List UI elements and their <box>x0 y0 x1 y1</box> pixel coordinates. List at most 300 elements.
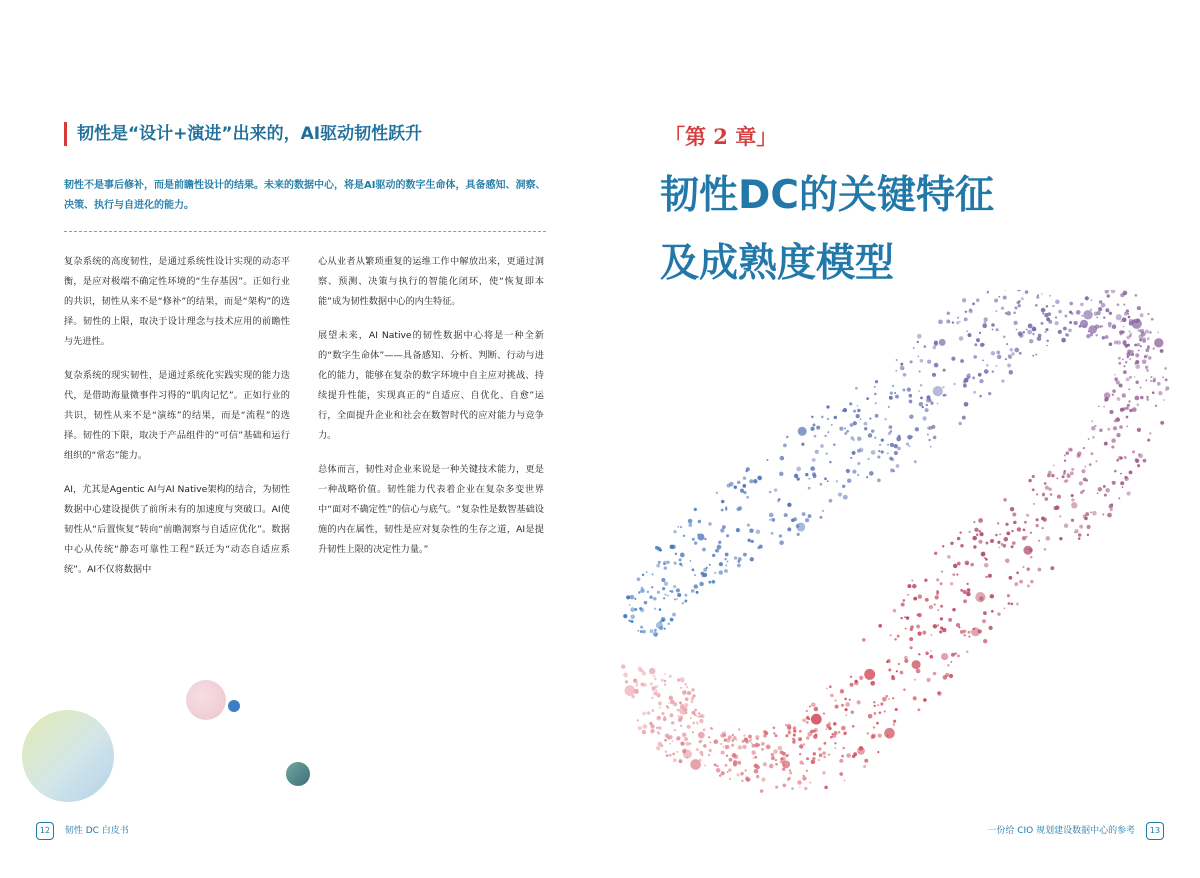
particle-dot <box>1142 359 1147 364</box>
particle-dot <box>671 721 674 724</box>
particle-dot <box>894 392 896 394</box>
particle-dot <box>747 523 750 526</box>
particle-dot <box>905 628 907 630</box>
particle-dot <box>734 754 739 759</box>
particle-dot <box>676 588 680 592</box>
particle-dot <box>1149 331 1151 333</box>
particle-dot <box>868 458 870 460</box>
particle-dot <box>1018 304 1021 307</box>
particle-dot <box>1035 304 1038 307</box>
particle-dot <box>709 749 712 752</box>
particle-dot <box>684 749 686 751</box>
particle-dot <box>703 744 707 748</box>
particle-dot <box>791 787 794 790</box>
particle-dot <box>1137 329 1140 332</box>
particle-dot <box>1148 356 1152 360</box>
particle-dot <box>1088 438 1090 440</box>
particle-dot <box>941 571 943 573</box>
particle-dot <box>931 634 933 636</box>
particle-dot <box>996 310 998 312</box>
particle-dot <box>1098 487 1103 492</box>
particle-dot <box>1126 352 1130 356</box>
particle-dot <box>1162 377 1164 379</box>
particle-dot <box>863 765 866 768</box>
particle-dot <box>1004 537 1009 542</box>
particle-dot <box>625 680 628 683</box>
particle-dot <box>827 431 829 433</box>
particle-dot <box>1149 432 1151 434</box>
particle-dot <box>870 681 875 686</box>
particle-dot <box>677 593 681 597</box>
particle-dot <box>1124 456 1127 459</box>
particle-dot <box>1027 568 1030 571</box>
particle-dot <box>1044 313 1048 317</box>
particle-dot <box>1045 328 1048 331</box>
particle-dot <box>957 562 961 566</box>
particle-dot <box>853 410 856 413</box>
particle-dot <box>834 416 837 419</box>
particle-dot <box>783 444 787 448</box>
particle-dot <box>663 597 665 599</box>
particle-dot <box>799 761 803 765</box>
particle-dot <box>637 689 639 691</box>
particle-dot <box>741 780 743 782</box>
particle-dot <box>679 701 682 704</box>
particle-dot <box>1003 498 1006 501</box>
particle-dot <box>761 748 764 751</box>
particle-dot <box>650 629 654 633</box>
particle-dot <box>708 522 712 526</box>
particle-dot <box>749 528 753 532</box>
particle-dot <box>679 759 683 763</box>
particle-dot <box>704 538 706 540</box>
particle-dot <box>985 576 987 578</box>
particle-dot <box>958 422 961 425</box>
particle-dot <box>702 548 706 552</box>
particle-dot <box>738 728 740 730</box>
particle-dot <box>669 675 672 678</box>
particle-dot <box>1047 474 1051 478</box>
particle-dot <box>650 724 654 728</box>
particle-dot <box>946 320 950 324</box>
particle-dot <box>998 296 1000 298</box>
particle-dot <box>847 479 851 483</box>
particle-dot <box>797 477 800 480</box>
particle-dot <box>829 685 832 688</box>
particle-dot <box>806 710 808 712</box>
particle-dot <box>673 758 677 762</box>
particle-dot <box>900 366 905 371</box>
particle-dot <box>1119 425 1123 429</box>
particle-dot <box>782 752 786 756</box>
particle-dot <box>900 363 903 366</box>
particle-dot <box>661 617 666 622</box>
particle-dot <box>821 416 824 419</box>
particle-dot <box>668 702 670 704</box>
particle-dot <box>843 732 846 735</box>
particle-dot <box>823 756 826 759</box>
particle-dot <box>884 711 886 713</box>
particle-dot <box>664 582 668 586</box>
particle-dot <box>1079 525 1083 529</box>
particle-dot <box>751 750 756 755</box>
footer-right <box>987 820 1164 842</box>
particle-dot <box>658 742 662 746</box>
particle-dot <box>1118 357 1121 360</box>
particle-dot <box>1150 380 1152 382</box>
particle-dot <box>779 540 784 545</box>
particle-dot <box>827 480 829 482</box>
particle-dot <box>756 775 759 778</box>
particle-dot <box>824 786 828 790</box>
particle-dot <box>1028 479 1031 482</box>
particle-dot <box>801 443 804 446</box>
particle-dot <box>629 604 631 606</box>
particle-dot <box>684 737 688 741</box>
particle-dot <box>1005 558 1010 563</box>
particle-dot <box>844 698 847 701</box>
particle-dot <box>1131 350 1134 353</box>
particle-dot <box>1019 352 1022 355</box>
particle-dot <box>1017 290 1021 291</box>
particle-dot <box>1042 312 1044 314</box>
particle-dot <box>1157 382 1161 386</box>
particle-dot <box>654 629 657 632</box>
particle-dot <box>866 397 869 400</box>
particle-dot <box>1061 338 1066 343</box>
particle-dot <box>850 675 853 678</box>
particle-dot <box>878 733 882 737</box>
particle-dot <box>891 445 893 447</box>
particle-dot <box>1122 359 1124 361</box>
particle-dot <box>1103 406 1105 408</box>
particle-dot <box>658 701 662 705</box>
particle-dot <box>1028 324 1033 329</box>
particle-dot <box>1165 378 1168 381</box>
particle-dot <box>723 746 725 748</box>
particle-dot <box>771 518 775 522</box>
particle-dot <box>754 769 759 774</box>
particle-dot <box>674 599 676 601</box>
particle-dot <box>939 339 946 346</box>
particle-dot <box>664 628 666 630</box>
particle-dot <box>1140 396 1144 400</box>
particle-dot <box>914 679 916 681</box>
particle-dot <box>669 754 672 757</box>
particle-dot <box>773 749 778 754</box>
particle-dot <box>1059 537 1062 540</box>
particle-dot <box>738 506 742 510</box>
particle-dot <box>929 655 933 659</box>
particle-dot <box>907 594 909 596</box>
particle-dot <box>726 534 729 537</box>
particle-dot <box>973 355 977 359</box>
particle-infinity-illustration <box>600 290 1200 850</box>
particle-dot <box>857 474 859 476</box>
particle-dot <box>978 530 981 533</box>
particle-dot <box>1027 330 1032 335</box>
particle-dot <box>864 669 875 680</box>
particle-dot <box>658 732 661 735</box>
particle-dot <box>811 702 816 707</box>
particle-dot <box>674 729 676 731</box>
particle-dot <box>833 443 836 446</box>
particle-dot <box>917 631 921 635</box>
particle-dot <box>794 739 796 741</box>
particle-dot <box>999 533 1001 535</box>
particle-dot <box>701 572 705 576</box>
particle-dot <box>1065 333 1068 336</box>
particle-dot <box>664 566 668 570</box>
particle-dot <box>937 609 939 611</box>
particle-dot <box>1079 481 1083 485</box>
particle-dot <box>991 351 995 355</box>
particle-dot <box>910 646 913 649</box>
particle-dot <box>623 614 627 618</box>
particle-dot <box>842 485 845 488</box>
particle-dot <box>924 579 927 582</box>
particle-dot <box>691 589 695 593</box>
footer-title: 一份给 CIO 规划建设数据中心的参考 <box>987 826 1136 836</box>
particle-dot <box>1147 346 1150 349</box>
particle-dot <box>1013 321 1017 325</box>
particle-dot <box>650 729 654 733</box>
particle-dot <box>931 425 935 429</box>
particle-dot <box>1053 465 1055 467</box>
particle-dot <box>694 541 697 544</box>
particle-dot <box>1070 471 1074 475</box>
particle-dot <box>904 656 908 660</box>
particle-dot <box>756 738 758 740</box>
particle-dot <box>991 323 995 327</box>
particle-dot <box>1063 472 1066 475</box>
particle-dot <box>787 754 790 757</box>
particle-dot <box>918 594 923 599</box>
particle-dot <box>960 589 963 592</box>
particle-dot <box>925 598 929 602</box>
particle-dot <box>1018 300 1021 303</box>
particle-dot <box>887 452 889 454</box>
particle-dot <box>741 774 743 776</box>
particle-dot <box>1026 514 1029 517</box>
particle-dot <box>854 681 858 685</box>
particle-dot <box>903 689 905 691</box>
particle-dot <box>823 742 826 745</box>
particle-dot <box>813 752 816 755</box>
particle-dot <box>653 632 658 637</box>
particle-dot <box>916 614 918 616</box>
particle-dot <box>978 373 982 377</box>
particle-dot <box>873 726 875 728</box>
particle-dot <box>771 532 774 535</box>
particle-dot <box>814 435 817 438</box>
particle-dot <box>934 552 937 555</box>
paragraph: 复杂系统的高度韧性，是通过系统性设计实现的动态平衡，是应对极端不确定性环境的“生存基因”。正如行业的共识，韧性从来不是“修补”的结果，而是“架构”的选择。韧性的上限，取决于设计理念与技术应用的前瞻性与先进性。 <box>64 256 290 347</box>
particle-dot <box>1110 508 1113 511</box>
particle-dot <box>960 544 964 548</box>
particle-dot <box>724 569 728 573</box>
particle-dot <box>1125 406 1129 410</box>
particle-dot <box>849 402 852 405</box>
particle-dot <box>806 736 810 740</box>
particle-dot <box>851 710 854 713</box>
particle-dot <box>694 574 696 576</box>
particle-dot <box>1129 471 1133 475</box>
particle-dot <box>743 553 747 557</box>
particle-dot <box>694 584 698 588</box>
particle-dot <box>1109 504 1113 508</box>
particle-dot <box>959 321 961 323</box>
particle-dot <box>859 448 864 453</box>
particle-dot <box>676 598 678 600</box>
particle-dot <box>984 563 989 568</box>
particle-dot <box>833 722 836 725</box>
particle-dot <box>982 359 984 361</box>
particle-dot <box>647 711 651 715</box>
particle-dot <box>1030 556 1033 559</box>
particle-dot <box>666 705 668 707</box>
particle-dot <box>719 562 723 566</box>
particle-dot <box>1105 308 1109 312</box>
particle-dot <box>797 533 800 536</box>
particle-dot <box>1052 305 1054 307</box>
particle-dot <box>709 741 711 743</box>
particle-dot <box>895 370 897 372</box>
particle-dot <box>974 343 977 346</box>
particle-dot <box>626 595 630 599</box>
particle-dot <box>857 462 860 465</box>
particle-dot <box>884 728 895 739</box>
particle-dot <box>859 676 863 680</box>
particle-dot <box>716 492 718 494</box>
particle-dot <box>680 741 684 745</box>
particle-dot <box>1027 584 1030 587</box>
particle-dot <box>1164 367 1167 370</box>
particle-dot <box>911 579 913 581</box>
particle-dot <box>685 712 687 714</box>
particle-dot <box>1126 416 1129 419</box>
particle-dot <box>811 760 816 765</box>
particle-dot <box>1024 521 1027 524</box>
particle-dot <box>1128 389 1130 391</box>
particle-dot <box>699 582 703 586</box>
particle-dot <box>653 597 657 601</box>
particle-dot <box>1091 299 1093 301</box>
particle-dot <box>1123 291 1128 296</box>
particle-dot <box>1038 540 1040 542</box>
particle-dot <box>1101 325 1103 327</box>
particle-dot <box>754 756 757 759</box>
particle-dot <box>1145 379 1147 381</box>
particle-dot <box>871 450 876 455</box>
particle-dot <box>1137 464 1140 467</box>
particle-dot <box>1011 530 1013 532</box>
particle-dot <box>651 709 654 712</box>
particle-dot <box>966 592 971 597</box>
particle-dot <box>771 756 775 760</box>
particle-dot <box>813 424 816 427</box>
particle-dot <box>1080 303 1084 307</box>
particle-dot <box>704 764 706 766</box>
particle-dot <box>1117 303 1120 306</box>
particle-dot <box>1157 332 1159 334</box>
particle-dot <box>973 545 976 548</box>
particle-dot <box>874 705 876 707</box>
particle-dot <box>722 525 726 529</box>
particle-dot <box>669 696 673 700</box>
particle-dot <box>1013 312 1016 315</box>
particle-dot <box>972 303 975 306</box>
particle-dot <box>696 591 699 594</box>
particle-dot <box>1042 527 1044 529</box>
particle-dot <box>938 320 943 325</box>
particle-dot <box>684 599 687 602</box>
particle-dot <box>991 610 994 613</box>
particle-dot <box>941 653 948 660</box>
particle-dot <box>737 563 741 567</box>
particle-dot <box>1032 475 1035 478</box>
particle-dot <box>978 540 982 544</box>
particle-dot <box>745 470 747 472</box>
particle-dot <box>1077 451 1081 455</box>
particle-dot <box>890 468 894 472</box>
particle-dot <box>819 753 823 757</box>
particle-dot <box>769 491 772 494</box>
particle-dot <box>857 409 860 412</box>
particle-dot <box>1108 322 1112 326</box>
particle-dot <box>1118 362 1121 365</box>
particle-dot <box>664 683 666 685</box>
particle-dot <box>1068 329 1072 333</box>
particle-dot <box>1026 548 1028 550</box>
particle-dot <box>917 341 919 343</box>
particle-dot <box>1018 331 1023 336</box>
particle-dot <box>826 724 831 729</box>
particle-dot <box>701 754 703 756</box>
particle-dot <box>709 564 711 566</box>
particle-dot <box>662 587 665 590</box>
particle-dot <box>834 699 836 701</box>
particle-dot <box>1105 335 1109 339</box>
particle-dot <box>877 455 880 458</box>
particle-dot <box>664 739 667 742</box>
particle-dot <box>1046 345 1048 347</box>
particle-dot <box>640 630 643 633</box>
particle-dot <box>1111 290 1115 293</box>
particle-dot <box>721 771 725 775</box>
particle-dot <box>943 369 946 372</box>
particle-dot <box>743 476 747 480</box>
particle-dot <box>1005 523 1008 526</box>
particle-dot <box>672 752 675 755</box>
particle-dot <box>635 684 638 687</box>
particle-dot <box>972 536 977 541</box>
particle-dot <box>1090 452 1093 455</box>
particle-dot <box>1003 544 1007 548</box>
particle-dot <box>1071 494 1074 497</box>
dashed-divider <box>64 231 546 232</box>
particle-dot <box>654 678 656 680</box>
particle-dot <box>903 373 907 377</box>
particle-dot <box>896 464 900 468</box>
particle-dot <box>1160 349 1164 353</box>
particle-dot <box>1046 305 1049 308</box>
particle-dot <box>623 673 628 678</box>
particle-dot <box>822 751 826 755</box>
particle-dot <box>874 436 876 438</box>
particle-dot <box>925 652 929 656</box>
particle-dot <box>1019 580 1023 584</box>
